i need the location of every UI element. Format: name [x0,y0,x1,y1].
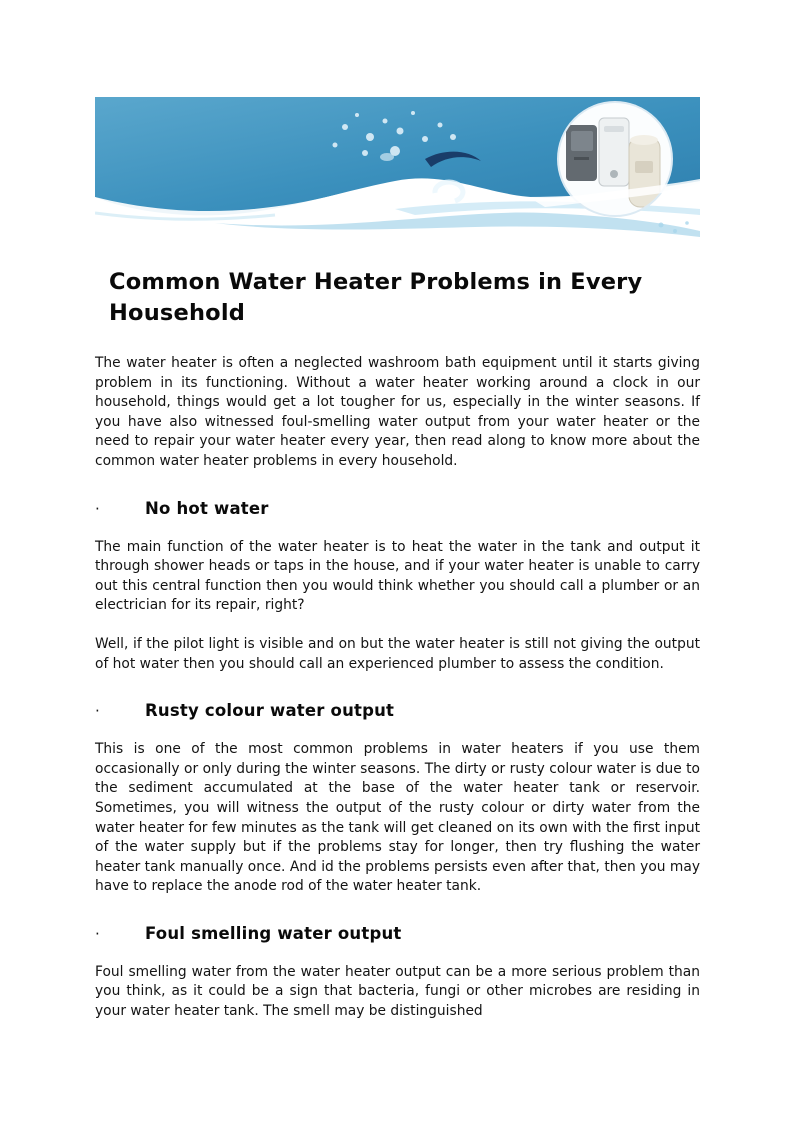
section-rusty-colour-water-output [95,701,700,897]
header-image [95,97,700,237]
section-foul-smelling-water-output [95,924,700,1022]
section-heading [95,499,700,518]
paragraph: Foul smelling water from the water heater output can be a more serious problem than you think, as it could be a sign that bacteria, fungi or other microbes are residing in your water heater tank. The smell may be distinguished [95,963,700,1020]
wall-heater-icon [599,118,629,186]
water-wave-trail [215,213,700,237]
bullet-marker: · [95,924,100,943]
bullet-marker: · [95,499,100,518]
bullet-marker: · [95,702,100,721]
section-title: No hot water [145,498,269,518]
tankless-heater-icon [566,125,597,181]
page-title: Common Water Heater Problems in Every Household [109,269,643,326]
section-no-hot-water [95,499,700,675]
intro-paragraph: The water heater is often a neglected washroom bath equipment until it starts giving problem in its functioning. Without a water heater working around a clock in our household, things would get a lot tougher for us, especially in the winter seasons. If you have also witnessed foul-smelling water output from your water heater or the need to repair your water heater every year, then read along to know more about the common water heater problems in every household. [95,355,700,469]
section-heading [95,924,700,943]
paragraph: This is one of the most common problems in water heaters if you use them occasionally or only during the winter seasons. The dirty or rusty colour water is due to the sediment accumulated at the base of the water heater tank or reservoir. Sometimes, you will witness the output of the rusty colour or dirty water from the water heater for few minutes as the tank will get cleaned on its own with the first input of the water supply but if the problems stay for longer, then try flushing the water heater tank manually once. And id the problems persists even after that, then you may have to replace the anode rod of the water heater tank. [95,741,700,895]
section-title: Foul smelling water output [145,923,402,943]
section-heading [95,701,700,720]
paragraph: Well, if the pilot light is visible and on but the water heater is still not giving the output of hot water then you should call an experienced plumber to assess the condition. [95,635,700,672]
section-title: Rusty colour water output [145,701,395,721]
paragraph: The main function of the water heater is to heat the water in the tank and output it through shower heads or taps in the house, and if your water heater is unable to carry out this central function then you would think whether you should call a plumber or an electrician for its repair, right? [95,538,700,614]
